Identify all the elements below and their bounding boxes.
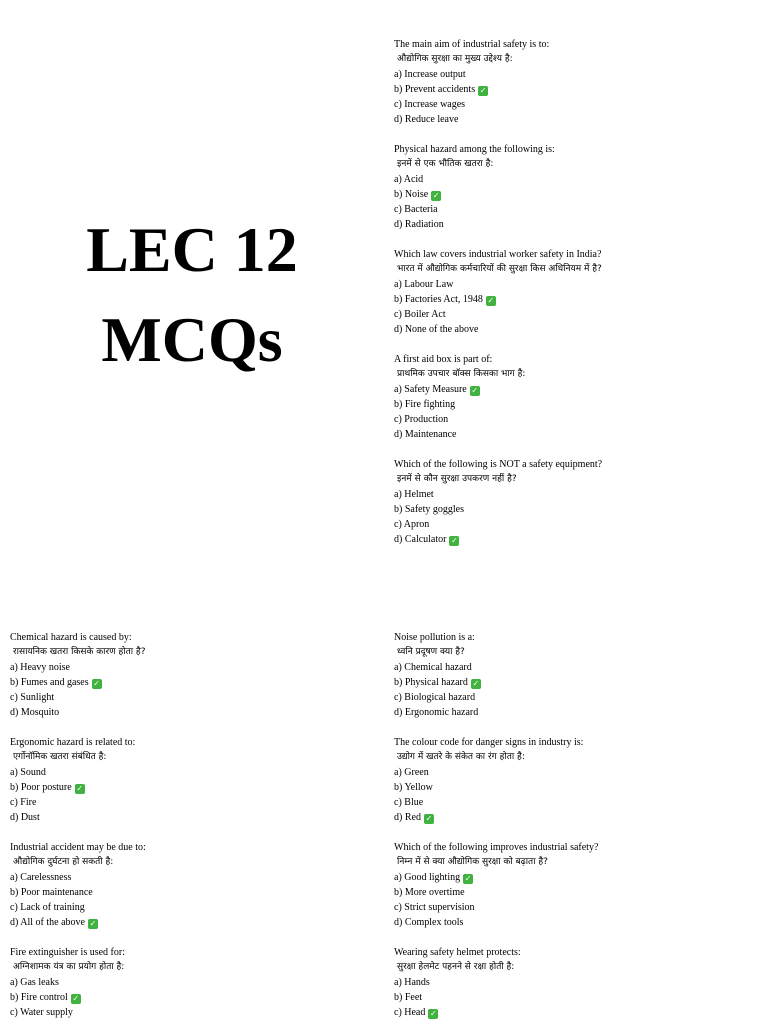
question-block	[394, 37, 764, 127]
answer-option-text: b) Safety goggles	[394, 504, 464, 515]
answer-option-text: d) All of the above	[10, 917, 85, 928]
answer-option-text: d) Complex tools	[394, 917, 464, 928]
question-block	[394, 352, 764, 442]
answer-option	[394, 292, 764, 307]
answer-option-text: b) Yellow	[394, 782, 433, 793]
question-column-bottom-right	[394, 630, 764, 1020]
answer-option-text: c) Biological hazard	[394, 692, 476, 703]
question-text: The colour code for danger signs in industry is:	[394, 737, 584, 748]
correct-check-icon: ✓	[432, 191, 440, 200]
question-text-hindi: प्राथमिक उपचार बॉक्स किसका भाग है:	[397, 369, 526, 379]
answer-option-text: a) Labour Law	[394, 279, 454, 290]
answer-option-text: b) Fumes and gases	[10, 677, 89, 688]
answer-option	[394, 690, 764, 705]
answer-option	[394, 322, 764, 337]
answer-option	[10, 885, 380, 900]
question-text: Ergonomic hazard is related to:	[10, 737, 136, 748]
question-block	[10, 735, 380, 825]
answer-option-text: a) Green	[394, 767, 429, 778]
question-block	[394, 735, 764, 825]
answer-option	[394, 82, 764, 97]
answer-option	[394, 277, 764, 292]
question-text-hindi: इनमें से एक भौतिक खतरा है:	[397, 159, 494, 169]
answer-option	[10, 795, 380, 810]
question-text-hindi: रासायनिक खतरा किसके कारण होता है?	[13, 647, 146, 657]
answer-option	[10, 900, 380, 915]
question-text-hindi: एर्गोनॉमिक खतरा संबंधित है:	[13, 752, 107, 762]
answer-option	[394, 675, 764, 690]
answer-option-text: d) Dust	[10, 812, 40, 823]
answer-option	[394, 900, 764, 915]
answer-option	[394, 532, 764, 547]
question-text: Which of the following improves industrial safety?	[394, 842, 599, 853]
answer-option	[394, 427, 764, 442]
answer-option	[10, 870, 380, 885]
question-block	[394, 247, 764, 337]
answer-option	[10, 705, 380, 720]
question-text-hindi: औद्योगिक सुरक्षा का मुख्य उद्देश्य है:	[397, 54, 513, 64]
answer-option-text: c) Fire	[10, 797, 37, 808]
question-text: Chemical hazard is caused by:	[10, 632, 132, 643]
answer-option	[394, 795, 764, 810]
question-block	[394, 630, 764, 720]
answer-option-text: c) Water supply	[10, 1007, 73, 1018]
answer-option	[394, 187, 764, 202]
answer-option-text: b) Noise	[394, 189, 429, 200]
answer-option-text: b) Fire fighting	[394, 399, 456, 410]
question-text: Fire extinguisher is used for:	[10, 947, 125, 958]
answer-option-text: b) More overtime	[394, 887, 465, 898]
question-block	[394, 945, 764, 1020]
correct-check-icon: ✓	[72, 994, 80, 1003]
correct-check-icon: ✓	[472, 679, 480, 688]
lecture-title-line2: MCQs	[101, 304, 283, 375]
answer-option-text: b) Poor posture	[10, 782, 72, 793]
answer-option	[394, 67, 764, 82]
answer-option	[394, 990, 764, 1005]
answer-option	[10, 915, 380, 930]
answer-option	[10, 1005, 380, 1020]
question-column-bottom-left	[10, 630, 380, 1020]
correct-check-icon: ✓	[487, 296, 495, 305]
answer-option	[394, 765, 764, 780]
answer-option	[394, 202, 764, 217]
answer-option	[394, 885, 764, 900]
correct-check-icon: ✓	[425, 814, 433, 823]
answer-option	[394, 517, 764, 532]
answer-option	[394, 217, 764, 232]
answer-option	[394, 172, 764, 187]
answer-option	[394, 502, 764, 517]
question-block	[394, 457, 764, 547]
answer-option	[10, 975, 380, 990]
question-text-hindi: उद्योग में खतरे के संकेत का रंग होता है:	[397, 752, 525, 762]
answer-option-text: d) Reduce leave	[394, 114, 459, 125]
answer-option-text: b) Factories Act, 1948	[394, 294, 483, 305]
question-text: Noise pollution is a:	[394, 632, 475, 643]
question-text-hindi: औद्योगिक दुर्घटना हो सकती है:	[13, 857, 114, 867]
answer-option-text: d) Red	[394, 812, 421, 823]
answer-option-text: c) Blue	[394, 797, 424, 808]
question-block	[10, 630, 380, 720]
answer-option	[10, 810, 380, 825]
answer-option-text: d) Mosquito	[10, 707, 60, 718]
question-text-hindi: भारत में औद्योगिक कर्मचारियों की सुरक्षा किस अधिनियम में है?	[397, 264, 602, 274]
correct-check-icon: ✓	[93, 679, 100, 688]
answer-option	[394, 780, 764, 795]
answer-option	[10, 660, 380, 675]
answer-option-text: d) Ergonomic hazard	[394, 707, 479, 718]
correct-check-icon: ✓	[451, 536, 458, 545]
answer-option	[10, 675, 380, 690]
answer-option	[394, 112, 764, 127]
answer-option	[10, 765, 380, 780]
answer-option	[10, 990, 380, 1005]
answer-option	[394, 97, 764, 112]
answer-option-text: c) Increase wages	[394, 99, 466, 110]
answer-option-text: a) Sound	[10, 767, 46, 778]
question-text-hindi: ध्वनि प्रदूषण क्या है?	[397, 647, 465, 657]
question-text-hindi: अग्निशामक यंत्र का प्रयोग होता है:	[13, 962, 125, 972]
answer-option	[394, 397, 764, 412]
question-column-top-right	[394, 37, 764, 547]
answer-option-text: b) Physical hazard	[394, 677, 468, 688]
answer-option-text: c) Bacteria	[394, 204, 438, 215]
question-text: Physical hazard among the following is:	[394, 144, 555, 155]
question-block	[394, 142, 764, 232]
answer-option-text: d) Maintenance	[394, 429, 457, 440]
lecture-title	[0, 205, 384, 385]
question-block	[10, 945, 380, 1020]
answer-option-text: c) Production	[394, 414, 449, 425]
answer-option	[394, 810, 764, 825]
question-text: Which of the following is NOT a safety equipment?	[394, 459, 603, 470]
question-block	[10, 840, 380, 930]
answer-option	[394, 915, 764, 930]
lecture-title-line1: LEC 12	[86, 214, 298, 285]
answer-option-text: a) Gas leaks	[10, 977, 59, 988]
question-text: Which law covers industrial worker safety in India?	[394, 249, 602, 260]
answer-option	[394, 870, 764, 885]
answer-option	[394, 660, 764, 675]
answer-option	[394, 705, 764, 720]
answer-option	[394, 975, 764, 990]
answer-option-text: a) Increase output	[394, 69, 466, 80]
answer-option-text: a) Heavy noise	[10, 662, 70, 673]
question-text-hindi: सुरक्षा हेलमेट पहनने से रक्षा होती है:	[397, 962, 515, 972]
correct-check-icon: ✓	[430, 1009, 437, 1018]
answer-option	[10, 690, 380, 705]
question-text-hindi: इनमें से कौन सुरक्षा उपकरण नहीं है?	[397, 474, 517, 484]
correct-check-icon: ✓	[464, 874, 472, 883]
answer-option-text: a) Hands	[394, 977, 430, 988]
answer-option-text: c) Apron	[394, 519, 430, 530]
answer-option-text: c) Boiler Act	[394, 309, 446, 320]
answer-option-text: a) Chemical hazard	[394, 662, 472, 673]
correct-check-icon: ✓	[89, 919, 97, 928]
answer-option	[394, 382, 764, 397]
answer-option-text: a) Acid	[394, 174, 424, 185]
answer-option-text: b) Fire control	[10, 992, 68, 1003]
answer-option-text: c) Strict supervision	[394, 902, 475, 913]
answer-option-text: a) Safety Measure	[394, 384, 467, 395]
answer-option-text: b) Prevent accidents	[394, 84, 476, 95]
answer-option-text: a) Good lighting	[394, 872, 461, 883]
answer-option-text: c) Lack of training	[10, 902, 85, 913]
answer-option-text: d) Calculator	[394, 534, 447, 545]
answer-option-text: a) Carelessness	[10, 872, 72, 883]
question-text-hindi: निम्न में से क्या औद्योगिक सुरक्षा को बढ़ाता है?	[397, 857, 548, 867]
answer-option-text: b) Feet	[394, 992, 423, 1003]
answer-option	[394, 412, 764, 427]
correct-check-icon: ✓	[76, 784, 84, 793]
answer-option	[394, 307, 764, 322]
question-block	[394, 840, 764, 930]
answer-option-text: b) Poor maintenance	[10, 887, 93, 898]
correct-check-icon: ✓	[471, 386, 479, 395]
question-text: Industrial accident may be due to:	[10, 842, 146, 853]
question-text: The main aim of industrial safety is to:	[394, 39, 550, 50]
answer-option-text: c) Sunlight	[10, 692, 55, 703]
question-text: Wearing safety helmet protects:	[394, 947, 521, 958]
answer-option-text: d) Radiation	[394, 219, 444, 230]
question-text: A first aid box is part of:	[394, 354, 493, 365]
answer-option-text: a) Helmet	[394, 489, 434, 500]
correct-check-icon: ✓	[479, 86, 487, 95]
answer-option-text: c) Head	[394, 1007, 426, 1018]
answer-option-text: d) None of the above	[394, 324, 479, 335]
answer-option	[394, 1005, 764, 1020]
answer-option	[10, 780, 380, 795]
answer-option	[394, 487, 764, 502]
